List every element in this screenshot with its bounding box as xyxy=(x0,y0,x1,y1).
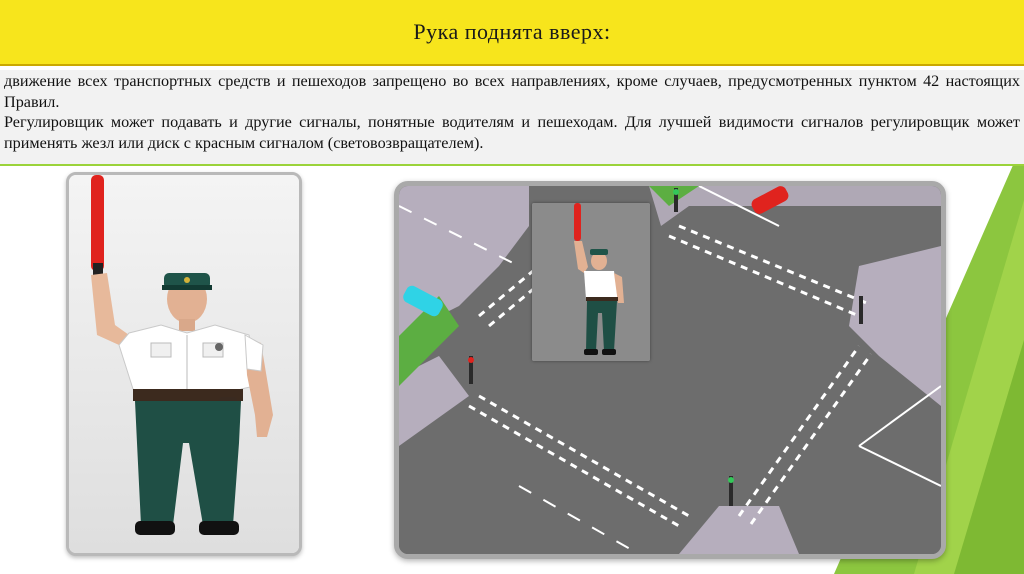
officer-inset-image xyxy=(532,203,650,361)
traffic-officer-illustration xyxy=(69,175,299,553)
description-paragraph-2: Регулировщик может подавать и другие сигналы, понятные водителям и пешеходам. Для лучшей видимости сигналов регулировщик может применять жезл или диск с красным сигналом (световозвращателем). xyxy=(4,113,1020,152)
title-bar xyxy=(0,0,1024,66)
officer-image-panel xyxy=(66,172,302,556)
description-block xyxy=(0,70,1024,166)
red-baton-icon xyxy=(91,175,104,271)
slide-title: Рука поднята вверх: xyxy=(413,19,611,44)
description-paragraph-1: движение всех транспортных средств и пешеходов запрещено во всех направлениях, кроме случаев, предусмотренных пунктом 42 настоящих Правил. xyxy=(4,72,1020,111)
red-baton-icon xyxy=(574,203,581,241)
intersection-image-panel xyxy=(394,181,946,559)
intersection-illustration xyxy=(399,186,941,554)
